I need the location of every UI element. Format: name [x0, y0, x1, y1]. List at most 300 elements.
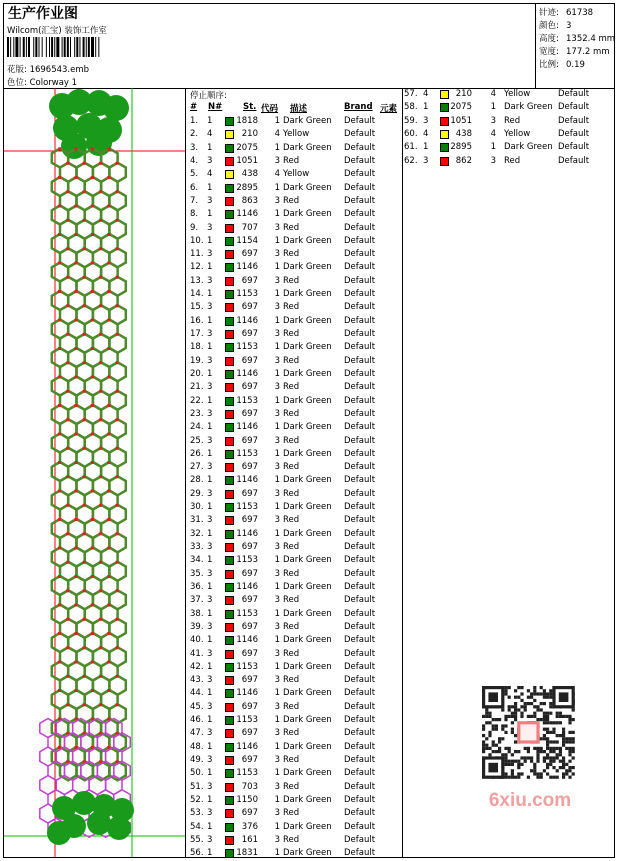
stat-value: 3 — [566, 21, 572, 31]
thread-code: 1153 — [236, 395, 258, 406]
thread-code: 438 — [241, 169, 258, 180]
thread-code: 2895 — [450, 142, 472, 153]
stop-number: 23. — [190, 408, 204, 419]
thread-code: 697 — [241, 488, 258, 499]
thread-brand: Default — [344, 542, 376, 552]
thread-brand: Default — [558, 128, 590, 139]
thread-code: 1153 — [236, 502, 258, 513]
needle-number: 1 — [207, 768, 213, 779]
color-description: Dark Green — [283, 475, 332, 486]
thread-brand: Default — [344, 821, 376, 832]
thread-brand: Default — [344, 169, 376, 180]
needle-number: 3 — [207, 249, 213, 260]
needle-number: 3 — [207, 728, 213, 739]
needle-number: 1 — [207, 555, 213, 566]
thread-code: 1153 — [236, 289, 258, 300]
stop-number: 57. — [404, 89, 418, 99]
color-swatch — [225, 490, 234, 499]
color-number: 3 — [274, 648, 280, 659]
color-number: 1 — [274, 848, 280, 859]
colorway-line — [7, 76, 77, 88]
stop-number: 29. — [190, 488, 204, 499]
thread-code: 210 — [241, 129, 258, 140]
stop-number: 35. — [190, 568, 204, 579]
colorway-label: 色位: — [7, 78, 27, 88]
stop-number: 47. — [190, 728, 204, 739]
color-swatch — [225, 836, 234, 845]
color-description: Red — [283, 834, 300, 845]
thread-brand: Default — [344, 555, 376, 566]
color-number: 3 — [274, 834, 280, 845]
thread-brand: Default — [344, 621, 376, 632]
thread-brand: Default — [344, 648, 376, 659]
color-number: 3 — [274, 781, 280, 792]
stat-value: 61738 — [566, 8, 594, 18]
color-description: Red — [283, 155, 300, 166]
design-file-line — [7, 63, 89, 75]
needle-number: 4 — [423, 89, 429, 99]
stop-number: 49. — [190, 755, 204, 765]
stop-number: 31. — [190, 515, 204, 526]
thread-code: 2075 — [450, 102, 472, 113]
thread-code: 707 — [241, 222, 258, 233]
thread-brand: Default — [344, 635, 376, 646]
thread-code: 1146 — [236, 741, 258, 752]
color-description: Dark Green — [283, 235, 332, 246]
needle-number: 1 — [207, 715, 213, 726]
needle-number: 1 — [207, 475, 213, 486]
color-number: 1 — [274, 116, 280, 126]
barcode — [7, 37, 157, 57]
color-swatch — [225, 849, 234, 858]
color-swatch — [225, 317, 234, 326]
color-number: 3 — [274, 408, 280, 419]
stop-number: 2. — [190, 129, 199, 140]
needle-number: 3 — [423, 155, 429, 166]
thread-brand: Default — [344, 302, 376, 313]
color-swatch — [225, 596, 234, 605]
thread-brand: Default — [344, 116, 376, 126]
thread-code: 1153 — [236, 448, 258, 459]
thread-brand: Default — [344, 488, 376, 499]
stop-number: 56. — [190, 848, 204, 859]
thread-brand: Default — [344, 581, 376, 592]
color-description: Red — [283, 302, 300, 313]
needle-number: 1 — [207, 528, 213, 539]
stop-number: 19. — [190, 355, 204, 366]
color-swatch — [225, 450, 234, 459]
color-swatch — [225, 157, 234, 166]
thread-code: 1153 — [236, 715, 258, 726]
color-swatch — [225, 343, 234, 352]
color-swatch — [225, 330, 234, 339]
thread-code: 697 — [241, 542, 258, 552]
color-number: 1 — [274, 368, 280, 379]
thread-brand: Default — [344, 515, 376, 526]
needle-number: 1 — [207, 116, 213, 126]
color-number: 3 — [274, 488, 280, 499]
thread-code: 1153 — [236, 555, 258, 566]
needle-number: 3 — [207, 302, 213, 313]
thread-brand: Default — [344, 209, 376, 220]
stat-label: 高度: — [539, 34, 559, 44]
stat-value: 177.2 mm — [566, 47, 610, 57]
color-number: 1 — [274, 262, 280, 273]
stat-label: 颜色: — [539, 21, 559, 31]
stop-number: 24. — [190, 422, 204, 433]
thread-brand: Default — [344, 435, 376, 446]
color-swatch — [225, 130, 234, 139]
color-swatch — [225, 783, 234, 792]
stop-number: 42. — [190, 661, 204, 672]
stop-number: 52. — [190, 794, 204, 805]
color-number: 3 — [274, 701, 280, 712]
thread-brand: Default — [344, 355, 376, 366]
needle-number: 4 — [207, 129, 213, 140]
color-number: 4 — [490, 89, 496, 99]
needle-number: 3 — [207, 781, 213, 792]
needle-number: 1 — [207, 289, 213, 300]
color-number: 1 — [274, 182, 280, 193]
thread-code: 697 — [241, 275, 258, 286]
needle-number: 3 — [207, 435, 213, 446]
stop-number: 62. — [404, 155, 418, 166]
color-swatch — [225, 277, 234, 286]
needle-number: 1 — [207, 142, 213, 153]
needle-number: 1 — [207, 502, 213, 513]
color-number: 3 — [274, 329, 280, 339]
col-header-desc: 描述 — [290, 104, 308, 114]
needle-number: 4 — [423, 128, 429, 139]
thread-brand: Default — [344, 142, 376, 153]
stop-number: 7. — [190, 195, 199, 206]
color-swatch — [440, 157, 449, 166]
color-number: 3 — [274, 808, 280, 819]
thread-code: 161 — [241, 834, 258, 845]
stop-number: 36. — [190, 581, 204, 592]
thread-brand: Default — [344, 395, 376, 406]
thread-brand: Default — [344, 688, 376, 699]
color-description: Yellow — [504, 89, 531, 99]
col-header-brand: Brand — [344, 102, 373, 112]
thread-code: 703 — [241, 781, 258, 792]
thread-brand: Default — [344, 755, 376, 765]
color-description: Dark Green — [283, 289, 332, 300]
thread-brand: Default — [558, 115, 590, 126]
thread-brand: Default — [344, 701, 376, 712]
stop-number: 14. — [190, 289, 204, 300]
needle-number: 3 — [207, 808, 213, 819]
color-description: Red — [283, 488, 300, 499]
stop-number: 32. — [190, 528, 204, 539]
thread-code: 1153 — [236, 768, 258, 779]
thread-code: 210 — [455, 89, 472, 99]
color-description: Dark Green — [283, 448, 332, 459]
color-description: Dark Green — [283, 116, 332, 126]
color-description: Red — [283, 808, 300, 819]
color-swatch — [225, 184, 234, 193]
color-number: 1 — [274, 821, 280, 832]
color-swatch — [225, 410, 234, 419]
stop-number: 40. — [190, 635, 204, 646]
color-description: Dark Green — [283, 142, 332, 153]
color-swatch — [225, 583, 234, 592]
color-description: Dark Green — [283, 528, 332, 539]
color-swatch — [225, 769, 234, 778]
thread-brand: Default — [344, 661, 376, 672]
color-swatch — [225, 263, 234, 272]
color-number: 3 — [274, 755, 280, 765]
stop-number: 16. — [190, 315, 204, 326]
thread-code: 1146 — [236, 368, 258, 379]
color-description: Red — [283, 648, 300, 659]
thread-brand: Default — [344, 794, 376, 805]
thread-code: 1146 — [236, 422, 258, 433]
thread-brand: Default — [344, 834, 376, 845]
color-swatch — [225, 636, 234, 645]
stat-height — [539, 32, 615, 44]
thread-brand: Default — [344, 595, 376, 606]
color-description: Red — [283, 275, 300, 286]
thread-brand: Default — [344, 249, 376, 260]
design-file-label: 花版: — [7, 65, 27, 75]
color-swatch — [225, 370, 234, 379]
color-number: 3 — [274, 568, 280, 579]
stop-number: 12. — [190, 262, 204, 273]
thread-brand: Default — [558, 142, 590, 153]
thread-code: 1153 — [236, 661, 258, 672]
color-number: 4 — [274, 169, 280, 180]
thread-code: 1146 — [236, 475, 258, 486]
needle-number: 3 — [207, 329, 213, 339]
needle-number: 3 — [207, 621, 213, 632]
color-swatch — [225, 423, 234, 432]
color-swatch — [225, 663, 234, 672]
color-description: Dark Green — [283, 395, 332, 406]
color-description: Red — [283, 462, 300, 473]
thread-code: 1831 — [236, 848, 258, 859]
stop-number: 44. — [190, 688, 204, 699]
needle-number: 1 — [207, 209, 213, 220]
thread-brand: Default — [344, 675, 376, 686]
thread-brand: Default — [344, 368, 376, 379]
thread-code: 697 — [241, 355, 258, 366]
needle-number: 3 — [207, 675, 213, 686]
col-header-num: # — [190, 102, 198, 112]
thread-code: 438 — [455, 128, 472, 139]
stop-number: 17. — [190, 329, 204, 339]
thread-brand: Default — [344, 382, 376, 393]
thread-code: 697 — [241, 462, 258, 473]
color-number: 3 — [274, 542, 280, 552]
needle-number: 3 — [207, 542, 213, 552]
color-description: Dark Green — [283, 715, 332, 726]
stat-stitches — [539, 6, 593, 18]
stop-number: 33. — [190, 542, 204, 552]
thread-brand: Default — [344, 289, 376, 300]
color-number: 1 — [274, 475, 280, 486]
stop-number: 28. — [190, 475, 204, 486]
color-description: Red — [283, 355, 300, 366]
color-swatch — [440, 117, 449, 126]
thread-code: 697 — [241, 648, 258, 659]
stop-sequence-title: 停止顺序: — [190, 91, 227, 101]
stop-number: 18. — [190, 342, 204, 353]
color-description: Dark Green — [283, 555, 332, 566]
stop-number: 59. — [404, 115, 418, 126]
color-description: Dark Green — [283, 368, 332, 379]
thread-brand: Default — [344, 342, 376, 353]
needle-number: 3 — [207, 755, 213, 765]
color-description: Red — [283, 675, 300, 686]
color-description: Dark Green — [283, 182, 332, 193]
color-description: Dark Green — [283, 821, 332, 832]
stop-number: 61. — [404, 142, 418, 153]
color-description: Dark Green — [283, 209, 332, 220]
needle-number: 1 — [207, 688, 213, 699]
color-number: 3 — [274, 595, 280, 606]
thread-brand: Default — [344, 422, 376, 433]
color-swatch — [225, 290, 234, 299]
color-swatch — [225, 397, 234, 406]
color-swatch — [225, 650, 234, 659]
color-number: 3 — [274, 621, 280, 632]
thread-code: 1150 — [236, 794, 258, 805]
color-number: 1 — [274, 448, 280, 459]
thread-brand: Default — [344, 608, 376, 619]
stop-number: 51. — [190, 781, 204, 792]
stop-number: 50. — [190, 768, 204, 779]
color-description: Dark Green — [283, 848, 332, 859]
color-number: 1 — [274, 555, 280, 566]
thread-code: 2075 — [236, 142, 258, 153]
needle-number: 1 — [207, 794, 213, 805]
thread-brand: Default — [344, 315, 376, 326]
stop-number: 48. — [190, 741, 204, 752]
thread-code: 697 — [241, 249, 258, 260]
thread-code: 1146 — [236, 315, 258, 326]
needle-number: 1 — [207, 581, 213, 592]
color-description: Red — [283, 621, 300, 632]
color-description: Red — [504, 155, 521, 166]
color-description: Red — [283, 382, 300, 393]
color-number: 3 — [274, 435, 280, 446]
stop-number: 11. — [190, 249, 204, 260]
thread-brand: Default — [344, 129, 376, 140]
thread-code: 697 — [241, 408, 258, 419]
thread-brand: Default — [344, 329, 376, 339]
color-number: 1 — [274, 688, 280, 699]
stop-number: 13. — [190, 275, 204, 286]
thread-code: 1051 — [450, 115, 472, 126]
needle-number: 1 — [207, 635, 213, 646]
thread-brand: Default — [344, 728, 376, 739]
stat-value: 1352.4 mm — [566, 34, 616, 44]
stop-number: 27. — [190, 462, 204, 473]
color-number: 3 — [490, 155, 496, 166]
color-number: 1 — [490, 142, 496, 153]
stop-number: 43. — [190, 675, 204, 686]
color-description: Yellow — [504, 128, 531, 139]
color-swatch — [225, 823, 234, 832]
thread-code: 697 — [241, 755, 258, 765]
color-number: 1 — [274, 235, 280, 246]
color-description: Dark Green — [283, 794, 332, 805]
color-number: 3 — [274, 249, 280, 260]
needle-number: 3 — [207, 515, 213, 526]
color-swatch — [225, 703, 234, 712]
thread-code: 697 — [241, 382, 258, 393]
color-swatch — [225, 117, 234, 126]
thread-brand: Default — [344, 235, 376, 246]
needle-number: 4 — [207, 169, 213, 180]
stop-number: 26. — [190, 448, 204, 459]
thread-brand: Default — [344, 781, 376, 792]
needle-number: 1 — [207, 342, 213, 353]
color-number: 3 — [274, 355, 280, 366]
stop-number: 41. — [190, 648, 204, 659]
stat-label: 比例: — [539, 60, 559, 70]
thread-code: 697 — [241, 595, 258, 606]
color-description: Red — [283, 195, 300, 206]
color-description: Red — [283, 701, 300, 712]
stop-number: 20. — [190, 368, 204, 379]
thread-brand: Default — [344, 262, 376, 273]
color-number: 1 — [274, 635, 280, 646]
color-number: 1 — [274, 315, 280, 326]
stat-scale — [539, 58, 585, 70]
color-number: 1 — [274, 768, 280, 779]
color-swatch — [225, 809, 234, 818]
color-swatch — [440, 130, 449, 139]
page-title: 生产作业图 — [8, 6, 78, 22]
color-number: 3 — [274, 515, 280, 526]
thread-brand: Default — [344, 768, 376, 779]
thread-code: 697 — [241, 728, 258, 739]
color-number: 1 — [274, 142, 280, 153]
stop-number: 58. — [404, 102, 418, 113]
stop-number: 30. — [190, 502, 204, 513]
color-swatch — [225, 237, 234, 246]
needle-number: 1 — [423, 142, 429, 153]
thread-brand: Default — [558, 102, 590, 113]
color-description: Red — [283, 329, 300, 339]
color-number: 3 — [274, 462, 280, 473]
color-swatch — [225, 516, 234, 525]
thread-brand: Default — [344, 502, 376, 513]
thread-brand: Default — [344, 475, 376, 486]
needle-number: 1 — [207, 315, 213, 326]
color-swatch — [225, 796, 234, 805]
stop-number: 6. — [190, 182, 199, 193]
color-swatch — [440, 103, 449, 112]
color-number: 1 — [274, 794, 280, 805]
color-number: 1 — [274, 741, 280, 752]
needle-number: 3 — [207, 195, 213, 206]
col-header-st: St. — [243, 102, 257, 112]
embroidery-design-preview — [4, 88, 185, 857]
stop-number: 53. — [190, 808, 204, 819]
color-description: Dark Green — [283, 262, 332, 273]
color-swatch — [225, 170, 234, 179]
color-description: Red — [283, 595, 300, 606]
thread-brand: Default — [344, 848, 376, 859]
stats-divider — [535, 3, 536, 88]
needle-number: 3 — [207, 595, 213, 606]
stop-number: 10. — [190, 235, 204, 246]
thread-code: 697 — [241, 515, 258, 526]
color-swatch — [440, 143, 449, 152]
